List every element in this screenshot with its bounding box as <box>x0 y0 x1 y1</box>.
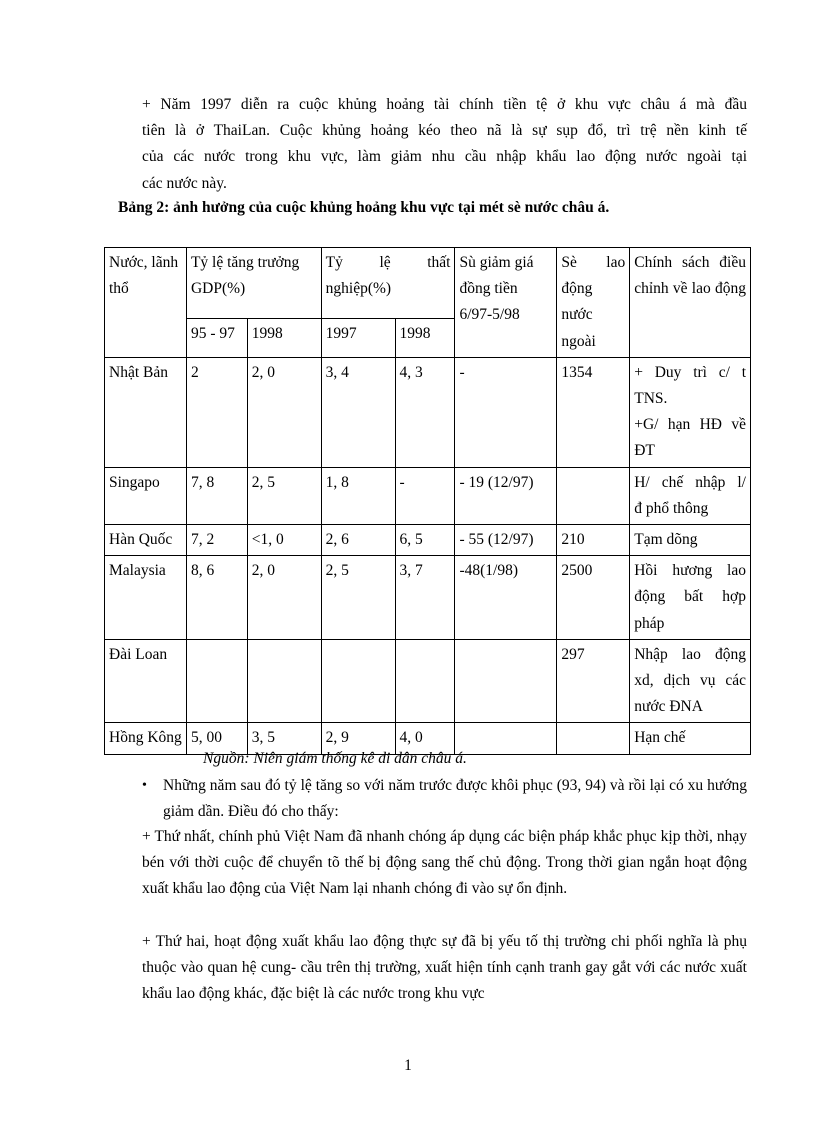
paragraph-first-reason: + Thứ nhất, chính phủ Việt Nam đã nhanh chóng áp dụng các biện pháp khắc phục kịp thời, nhạy bén với thời cuộc để chuyển tõ thế bị động sang thế chủ động. Trong thời gian ngắn hoạt động xuất khẩu lao động của Việt Nam lại nhanh chóng đi vào sự ổn định. <box>142 828 747 898</box>
cell-unemp-1998 <box>395 639 455 723</box>
subheader-gdp-1998: 1998 <box>247 319 321 358</box>
cell-unemp-1998: - <box>395 467 455 524</box>
policy-line: Hạn chế <box>634 729 686 747</box>
cell-unemp-1997: 3, 4 <box>321 357 395 467</box>
table-header-row <box>105 248 751 319</box>
cell-currency <box>455 639 557 723</box>
cell-foreign-labor: 210 <box>557 525 630 556</box>
policy-line: nước ĐNA <box>634 698 703 716</box>
cell-foreign-labor <box>557 467 630 524</box>
intro-line: tiên là ở ThaiLan. Cuộc khủng hoảng kéo theo nã là sự sụp đổ, trì trệ nền kinh tế <box>142 122 747 140</box>
cell-gdp-95-97: 8, 6 <box>186 556 247 640</box>
table-row <box>105 556 751 640</box>
cell-gdp-1998: <1, 0 <box>247 525 321 556</box>
cell-currency: -48(1/98) <box>455 556 557 640</box>
policy-line: động bất hợp <box>634 588 746 606</box>
cell-currency: - 55 (12/97) <box>455 525 557 556</box>
paragraph-second-reason: + Thứ hai, hoạt động xuất khẩu lao động thực sự đã bị yếu tố thị trường chi phối nghĩa là phụ thuộc vào quan hệ cung- cầu trên thị trường, xuất hiện tính cạnh tranh gay gắt với các nước xuất khẩu lao động khác, đặc biệt là các nước trong khu vực <box>142 933 747 1003</box>
policy-line: Hồi hương lao <box>634 562 746 580</box>
cell-country: Đài Loan <box>105 639 187 723</box>
policy-line: xd, dịch vụ các <box>634 672 746 690</box>
intro-line: của các nước trong khu vực, làm giảm nhu cầu nhập khẩu lao động nước ngoài tại <box>142 148 747 166</box>
policy-line: ĐT <box>634 442 655 460</box>
cell-gdp-1998: 2, 5 <box>247 467 321 524</box>
policy-line: pháp <box>634 614 665 632</box>
cell-country: Hồng Kông <box>105 723 187 754</box>
cell-gdp-95-97: 5, 00 <box>186 723 247 754</box>
cell-foreign-labor: 1354 <box>557 357 630 467</box>
cell-gdp-1998: 2, 0 <box>247 556 321 640</box>
cell-unemp-1998: 4, 0 <box>395 723 455 754</box>
table-source-note: Nguồn: Niên giám thống kê di dân châu á. <box>203 750 467 767</box>
cell-country: Nhật Bản <box>105 357 187 467</box>
cell-policy <box>630 556 751 640</box>
cell-currency: - <box>455 357 557 467</box>
table-row <box>105 525 751 556</box>
cell-policy <box>630 357 751 467</box>
bullet-icon: • <box>142 778 147 793</box>
cell-unemp-1997: 2, 6 <box>321 525 395 556</box>
cell-gdp-1998: 2, 0 <box>247 357 321 467</box>
cell-country: Malaysia <box>105 556 187 640</box>
cell-unemp-1997: 2, 5 <box>321 556 395 640</box>
page-number: 1 <box>404 1057 412 1074</box>
policy-line: đ phổ thông <box>634 499 709 517</box>
cell-policy <box>630 723 751 754</box>
cell-policy <box>630 467 751 524</box>
cell-unemp-1997: 1, 8 <box>321 467 395 524</box>
cell-country: Hàn Quốc <box>105 525 187 556</box>
header-unemployment: Tỷ lệ thất nghiệp(%) <box>321 248 455 319</box>
cell-foreign-labor <box>557 723 630 754</box>
cell-gdp-1998: 3, 5 <box>247 723 321 754</box>
cell-gdp-95-97 <box>186 639 247 723</box>
subheader-unemp-1997: 1997 <box>321 319 395 358</box>
cell-country: Singapo <box>105 467 187 524</box>
cell-unemp-1998: 4, 3 <box>395 357 455 467</box>
cell-gdp-95-97: 7, 8 <box>186 467 247 524</box>
header-country: Nước, lãnh thổ <box>105 248 187 358</box>
cell-unemp-1998: 3, 7 <box>395 556 455 640</box>
intro-paragraph <box>142 92 747 197</box>
cell-gdp-95-97: 2 <box>186 357 247 467</box>
cell-foreign-labor: 297 <box>557 639 630 723</box>
subheader-unemp-1998: 1998 <box>395 319 455 358</box>
cell-unemp-1997: 2, 9 <box>321 723 395 754</box>
policy-line: Nhập lao động <box>634 645 746 663</box>
header-policy: Chính sách điều chỉnh về lao động <box>630 248 751 358</box>
cell-unemp-1998: 6, 5 <box>395 525 455 556</box>
policy-line: H/ chế nhập l/ <box>634 473 746 491</box>
policy-line: + Duy trì c/ t <box>634 363 746 381</box>
cell-policy <box>630 525 751 556</box>
data-table <box>104 247 751 755</box>
header-gdp: Tỷ lệ tăng trưởng GDP(%) <box>186 248 321 319</box>
cell-unemp-1997 <box>321 639 395 723</box>
subheader-gdp-95-97: 95 - 97 <box>186 319 247 358</box>
bullet-item <box>142 773 747 825</box>
cell-foreign-labor: 2500 <box>557 556 630 640</box>
cell-gdp-1998 <box>247 639 321 723</box>
intro-line: + Năm 1997 diễn ra cuộc khủng hoảng tài chính tiền tệ ở khu vực châu á mà đầu <box>142 96 747 113</box>
cell-currency <box>455 723 557 754</box>
bullet-text: Những năm sau đó tỷ lệ tăng so với năm trước được khôi phục (93, 94) và rồi lại có xu hướng giảm dần. Điều đó cho thấy: <box>163 777 747 821</box>
policy-line: +G/ hạn HĐ về <box>634 416 746 434</box>
cell-policy <box>630 639 751 723</box>
cell-gdp-95-97: 7, 2 <box>186 525 247 556</box>
policy-line: TNS. <box>634 390 668 408</box>
cell-currency: - 19 (12/97) <box>455 467 557 524</box>
policy-line: Tạm dõng <box>634 531 698 549</box>
table-row <box>105 467 751 524</box>
header-foreign-labor: Sè lao động nước ngoài <box>557 248 630 358</box>
intro-line: các nước này. <box>142 174 227 192</box>
table-row <box>105 639 751 723</box>
header-currency: Sù giảm giá đồng tiền 6/97-5/98 <box>455 248 557 358</box>
table-caption: Bảng 2: ảnh hưởng của cuộc khủng hoảng khu vực tại mét sè nước châu á. <box>118 199 610 216</box>
table-row <box>105 357 751 467</box>
